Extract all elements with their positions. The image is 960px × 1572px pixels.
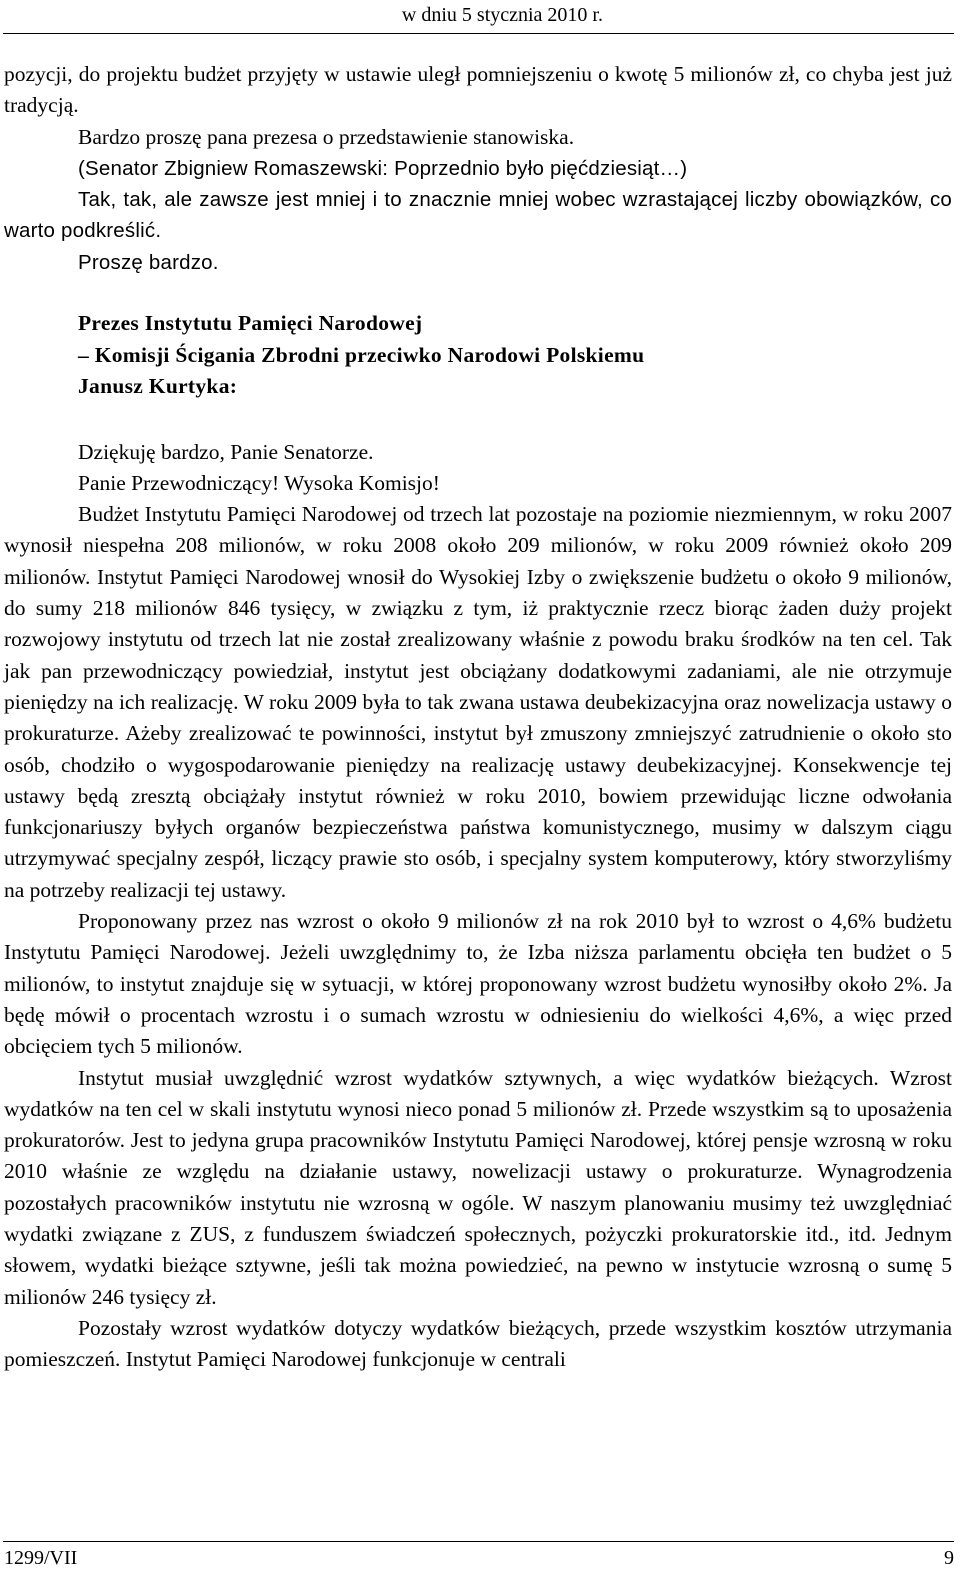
speaker-heading xyxy=(78,308,952,403)
paragraph-thanks: Dziękuję bardzo, Panie Senatorze. xyxy=(78,439,374,464)
footer-page-number: 9 xyxy=(944,1547,954,1569)
document-body xyxy=(4,59,952,1375)
page-header-date: w dniu 5 stycznia 2010 r. xyxy=(401,4,603,26)
paragraph-please: Proszę bardzo. xyxy=(78,250,219,274)
paragraph-address: Panie Przewodniczący! Wysoka Komisjo! xyxy=(78,470,440,495)
paragraph-increase: Proponowany przez nas wzrost o około 9 milionów zł na rok 2010 był to wzrost o 4,6% budżetu Instytutu Pamięci Narodowej. Jeżeli uwzględnimy to, że Izba niższa parlamentu obcięła ten budżet o 5 milionów, to instytut znajduje się w sytuacji, w której proponowany wzrost budżetu wynosiłby około 2%. Ja będę mówił o procentach wzrostu i o sumach wzrostu w odniesieniu do wielkości 4,6%, a więc przed obcięciem tych 5 milionów. xyxy=(4,909,952,1059)
footer-document-number: 1299/VII xyxy=(4,1547,78,1569)
footer-rule xyxy=(3,1541,954,1542)
paragraph-continuation: pozycji, do projektu budżet przyjęty w ustawie uległ pomniejszeniu o kwotę 5 milionów zł, co chyba jest już tradycją. xyxy=(4,62,952,118)
header-rule xyxy=(3,33,954,34)
speaker-line-3: Janusz Kurtyka: xyxy=(78,374,238,399)
paragraph-fixed-expenses: Instytut musiał uwzględnić wzrost wydatków sztywnych, a więc wydatków bieżących. Wzrost wydatków na ten cel w skali instytutu wynosi nieco ponad 5 milionów zł. Przede wszystkim są to uposażenia prokuratorów. Jest to jedyna grupa pracowników Instytutu Pamięci Narodowej, której pensje wzrosną w roku 2010 właśnie ze względu na działanie ustawy, nowelizacji ustawy o prokuraturze. Wynagrodzenia pozostałych pracowników instytutu nie wzrosną w ogóle. W naszym planowaniu musimy też uwzględniać wydatki związane z ZUS, z funduszem świadczeń społecznych, pożyczki prokuratorskie itd., itd. Jednym słowem, wydatki bieżące sztywne, jeśli tak można powiedzieć, na pewno w instytucie wzrosną o sumę 5 milionów 246 tysięcy zł. xyxy=(4,1065,952,1309)
paragraph-budget: Budżet Instytutu Pamięci Narodowej od trzech lat pozostaje na poziomie niezmiennym, w roku 2007 wynosił niespełna 208 milionów, w roku 2008 około 209 milionów, w roku 2009 również około 209 milionów. Instytut Pamięci Narodowej wnosił do Wysokiej Izby o zwiększenie budżetu o około 9 milionów, do sumy 218 milionów 846 tysięcy, w związku z tym, iż praktycznie rzecz biorąc żaden duży projekt rozwojowy instytutu od trzech lat nie został zrealizowany właśnie z powodu braku środków na ten cel. Tak jak pan przewodniczący powiedział, instytut jest obciążany dodatkowymi zadaniami, ale nie otrzymuje pieniędzy na ich realizację. W roku 2009 była to tak zwana ustawa deubekizacyjna oraz nowelizacja ustawy o prokuraturze. Ażeby zrealizować te powinności, instytut był zmuszony zmniejszyć zatrudnienie o około sto osób, chodziło o wygospodarowanie pieniędzy na realizację ustawy deubekizacyjnej. Konsekwencje tej ustawy będą zresztą obciążały instytut również w roku 2010, bowiem przewidując liczne odwołania funkcjonariuszy byłych organów bezpieczeństwa państwa komunistycznego, musimy w dalszym ciągu utrzymywać specjalny zespół, liczący prawie sto osób, i specjalny system komputerowy, który stworzyliśmy na potrzeby realizacji tej ustawy. xyxy=(4,502,952,902)
paragraph-interjection: (Senator Zbigniew Romaszewski: Poprzednio było pięćdziesiąt…) xyxy=(78,156,688,180)
speaker-line-1: Prezes Instytutu Pamięci Narodowej xyxy=(78,311,423,336)
paragraph-remaining: Pozostały wzrost wydatków dotyczy wydatków bieżących, przede wszystkim kosztów utrzymania pomieszczeń. Instytut Pamięci Narodowej funkcjonuje w centrali xyxy=(4,1315,952,1372)
paragraph-request: Bardzo proszę pana prezesa o przedstawienie stanowiska. xyxy=(78,124,575,149)
speaker-line-2: – Komisji Ścigania Zbrodni przeciwko Narodowi Polskiemu xyxy=(78,342,645,367)
paragraph-reply: Tak, tak, ale zawsze jest mniej i to znacznie mniej wobec wzrastającej liczby obowiązków, co warto podkreślić. xyxy=(4,188,952,243)
